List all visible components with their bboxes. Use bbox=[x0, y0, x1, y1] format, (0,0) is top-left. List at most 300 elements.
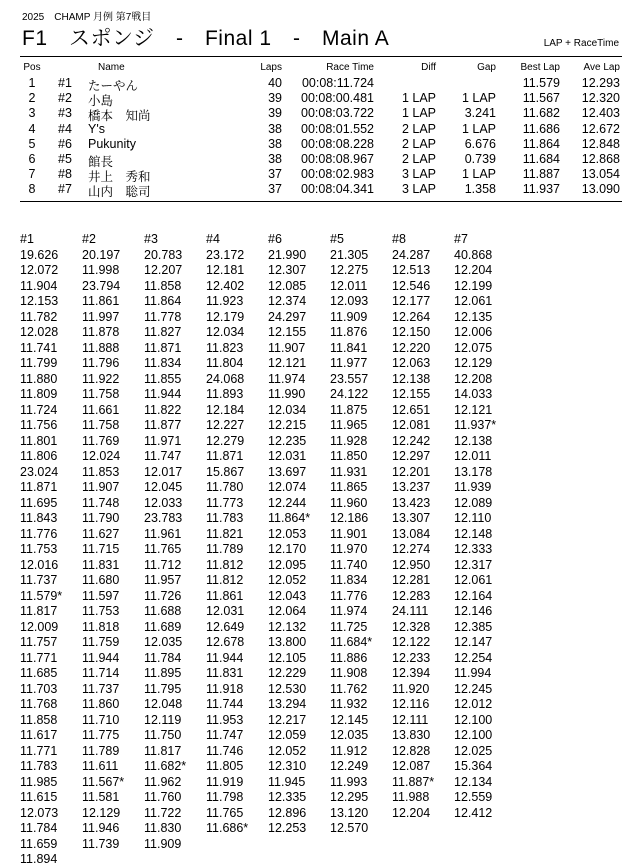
result-best: 11.579 bbox=[522, 76, 560, 90]
lap-time: 11.627 bbox=[82, 526, 120, 541]
lap-time: 11.784 bbox=[20, 821, 58, 835]
lap-time: 12.678 bbox=[206, 635, 245, 649]
lap-time: 11.841 bbox=[330, 340, 368, 355]
lap-time: 11.887* bbox=[392, 774, 435, 789]
lap-time: 11.753 bbox=[82, 604, 120, 618]
lap-time: 11.944 bbox=[144, 387, 182, 401]
lap-time: 12.244 bbox=[268, 495, 307, 510]
lap-time: 11.817 bbox=[20, 604, 58, 618]
result-diff: 1 LAP bbox=[401, 91, 436, 106]
lap-time: 11.688 bbox=[144, 604, 182, 618]
result-no: #1 bbox=[58, 76, 72, 90]
lap-time: 11.960 bbox=[330, 495, 368, 510]
result-row bbox=[0, 91, 639, 109]
lap-time: 12.006 bbox=[454, 325, 493, 339]
lap-time: 11.796 bbox=[82, 356, 120, 370]
lap-time: 12.119 bbox=[144, 712, 182, 727]
lap-time: 11.912 bbox=[330, 743, 368, 758]
result-no: #2 bbox=[58, 91, 72, 106]
lap-time: 12.093 bbox=[330, 294, 369, 308]
lap-time: 15.364 bbox=[454, 759, 493, 773]
result-name: 小島 bbox=[88, 94, 114, 109]
lap-time: 12.074 bbox=[268, 480, 307, 494]
lap-column bbox=[330, 232, 390, 837]
result-pos: 1 bbox=[28, 76, 36, 90]
lap-time: 24.297 bbox=[268, 309, 307, 324]
lap-time: 12.087 bbox=[392, 759, 431, 773]
lap-time: 11.783 bbox=[206, 511, 244, 525]
lap-time: 11.961 bbox=[144, 526, 182, 541]
lap-time: 12.283 bbox=[392, 588, 431, 603]
lap-time: 12.217 bbox=[268, 712, 307, 727]
lap-time: 12.048 bbox=[144, 697, 183, 711]
lap-column bbox=[206, 232, 266, 837]
col-diff-header: Diff bbox=[421, 62, 436, 73]
lap-time: 11.904 bbox=[20, 278, 58, 293]
lap-time: 11.974 bbox=[268, 371, 306, 386]
result-row bbox=[0, 122, 639, 137]
result-gap: 1.358 bbox=[464, 182, 496, 197]
lap-time: 12.374 bbox=[268, 294, 307, 308]
result-time: 00:08:08.228 bbox=[301, 136, 374, 151]
result-diff: 1 LAP bbox=[401, 106, 436, 121]
lap-time: 11.768 bbox=[20, 697, 58, 711]
lap-time: 12.570 bbox=[330, 821, 369, 835]
result-name: たーやん bbox=[88, 79, 139, 93]
lap-time: 11.821 bbox=[206, 526, 244, 541]
result-time: 00:08:00.481 bbox=[301, 91, 374, 106]
result-no: #6 bbox=[58, 136, 72, 151]
lap-time: 12.245 bbox=[454, 681, 493, 696]
lap-time: 23.172 bbox=[206, 247, 245, 262]
lap-time: 11.931 bbox=[330, 464, 368, 479]
result-pos: 3 bbox=[28, 106, 36, 121]
lap-time: 11.615 bbox=[20, 790, 58, 804]
lap-time: 12.034 bbox=[268, 402, 307, 417]
lap-time: 11.799 bbox=[20, 356, 58, 370]
result-laps: 37 bbox=[268, 182, 282, 197]
lap-time: 11.831 bbox=[206, 666, 244, 680]
lap-time: 12.035 bbox=[330, 728, 369, 742]
lap-time: 12.064 bbox=[268, 604, 307, 618]
col-best-header: Best Lap bbox=[520, 62, 560, 73]
lap-time: 11.831 bbox=[82, 557, 120, 572]
lap-time: 12.146 bbox=[454, 604, 493, 618]
result-pos: 5 bbox=[28, 136, 36, 151]
lap-time: 11.740 bbox=[330, 557, 368, 572]
result-laps: 39 bbox=[268, 91, 282, 106]
result-laps: 38 bbox=[268, 151, 282, 166]
lap-time: 12.385 bbox=[454, 619, 493, 634]
result-laps: 38 bbox=[268, 121, 282, 136]
lap-time: 12.043 bbox=[268, 588, 307, 603]
lap-column-header: #5 bbox=[330, 232, 344, 246]
lap-time: 11.864* bbox=[268, 511, 311, 525]
lap-time: 12.310 bbox=[268, 759, 307, 773]
lap-time: 11.858 bbox=[20, 712, 58, 727]
lap-time: 11.685 bbox=[20, 666, 58, 680]
lap-time: 11.888 bbox=[82, 340, 120, 355]
lap-time: 12.121 bbox=[268, 356, 307, 370]
lap-time: 11.909 bbox=[330, 309, 368, 324]
result-time: 00:08:02.983 bbox=[301, 167, 374, 182]
result-best: 11.887 bbox=[522, 167, 560, 182]
result-pos: 2 bbox=[28, 91, 36, 106]
lap-time: 11.932 bbox=[330, 697, 368, 711]
lap-time: 11.680 bbox=[82, 573, 120, 587]
lap-time: 12.249 bbox=[330, 759, 369, 773]
lap-time: 11.855 bbox=[144, 371, 182, 386]
col-time-header: Race Time bbox=[326, 62, 374, 73]
lap-time: 12.264 bbox=[392, 309, 431, 324]
lap-time: 24.287 bbox=[392, 247, 431, 262]
lap-time: 12.220 bbox=[392, 340, 431, 355]
lap-column bbox=[454, 232, 514, 821]
lap-time: 11.990 bbox=[268, 387, 306, 401]
lap-time: 11.871 bbox=[144, 340, 182, 355]
lap-time: 11.812 bbox=[206, 573, 244, 587]
lap-time: 11.801 bbox=[20, 433, 58, 448]
lap-time: 11.817 bbox=[144, 743, 182, 758]
lap-time: 11.985 bbox=[20, 774, 58, 789]
result-pos: 7 bbox=[28, 167, 36, 182]
lap-time: 11.737 bbox=[20, 573, 58, 587]
lap-time: 21.990 bbox=[268, 247, 307, 262]
lap-time: 11.659 bbox=[20, 836, 58, 851]
lap-time: 13.084 bbox=[392, 526, 431, 541]
lap-time: 11.789 bbox=[82, 743, 120, 758]
lap-time: 11.684* bbox=[330, 635, 373, 649]
lap-time: 12.394 bbox=[392, 666, 431, 680]
result-gap: 1 LAP bbox=[461, 91, 496, 106]
lap-time: 12.307 bbox=[268, 263, 307, 277]
result-diff: 2 LAP bbox=[401, 136, 436, 151]
lap-time: 12.100 bbox=[454, 728, 493, 742]
lap-time: 11.834 bbox=[330, 573, 368, 587]
lap-time: 12.513 bbox=[392, 263, 431, 277]
lap-time: 11.871 bbox=[20, 480, 58, 494]
lap-time: 13.830 bbox=[392, 728, 431, 742]
lap-time: 12.033 bbox=[144, 495, 183, 510]
lap-time: 12.011 bbox=[330, 278, 368, 293]
lap-time: 11.758 bbox=[82, 418, 120, 432]
lap-time: 12.059 bbox=[268, 728, 307, 742]
result-ave: 12.320 bbox=[581, 91, 620, 106]
col-pos-header: Pos bbox=[23, 62, 41, 73]
lap-time: 12.559 bbox=[454, 790, 493, 804]
lap-time: 11.971 bbox=[144, 433, 182, 448]
lap-time: 11.970 bbox=[330, 542, 368, 556]
col-name-header: Name bbox=[98, 62, 125, 73]
lap-time: 11.798 bbox=[206, 790, 244, 804]
lap-time: 11.908 bbox=[330, 666, 368, 680]
lap-time: 11.780 bbox=[206, 480, 244, 494]
lap-time: 11.875 bbox=[330, 402, 368, 417]
lap-time: 12.274 bbox=[392, 542, 431, 556]
lap-time: 11.686* bbox=[206, 821, 249, 835]
lap-time: 11.750 bbox=[144, 728, 182, 742]
lap-time: 12.828 bbox=[392, 743, 431, 758]
lap-time: 13.800 bbox=[268, 635, 307, 649]
result-diff: 3 LAP bbox=[401, 182, 436, 197]
lap-time: 12.145 bbox=[330, 712, 369, 727]
lap-time: 11.806 bbox=[20, 449, 58, 463]
lap-time: 12.204 bbox=[392, 805, 431, 820]
lap-time: 11.784 bbox=[144, 650, 182, 665]
lap-time: 11.812 bbox=[206, 557, 244, 572]
lap-time: 11.771 bbox=[20, 650, 58, 665]
lap-time: 12.134 bbox=[454, 774, 493, 789]
lap-time: 11.827 bbox=[144, 325, 182, 339]
lap-time: 12.297 bbox=[392, 449, 431, 463]
event-subtitle: 2025 CHAMP 月例 第7戦目 bbox=[22, 12, 152, 23]
lap-time: 11.748 bbox=[82, 495, 120, 510]
lap-time: 12.155 bbox=[392, 387, 431, 401]
lap-time: 12.061 bbox=[454, 573, 493, 587]
lap-time: 11.776 bbox=[330, 588, 368, 603]
lap-time: 12.153 bbox=[20, 294, 59, 308]
lap-time: 11.886 bbox=[330, 650, 368, 665]
lap-time: 11.783 bbox=[20, 759, 58, 773]
lap-time: 11.850 bbox=[330, 449, 368, 463]
result-ave: 12.403 bbox=[581, 106, 620, 121]
lap-time: 11.880 bbox=[20, 371, 58, 386]
lap-time: 11.853 bbox=[82, 464, 120, 479]
result-row bbox=[0, 152, 639, 167]
result-best: 11.682 bbox=[522, 106, 560, 121]
lap-time: 12.034 bbox=[206, 325, 245, 339]
lap-column bbox=[20, 232, 80, 868]
col-ave-header: Ave Lap bbox=[583, 62, 620, 73]
lap-time: 11.741 bbox=[20, 340, 58, 355]
lap-time: 11.739 bbox=[82, 836, 120, 851]
result-no: #3 bbox=[58, 106, 72, 121]
lap-time: 11.876 bbox=[330, 325, 368, 339]
lap-time: 11.937* bbox=[454, 418, 497, 432]
lap-time: 11.858 bbox=[144, 278, 182, 293]
lap-time: 11.877 bbox=[144, 418, 182, 432]
lap-time: 12.179 bbox=[206, 309, 245, 324]
lap-time: 12.073 bbox=[20, 805, 59, 820]
lap-time: 11.809 bbox=[20, 387, 58, 401]
lap-time: 12.207 bbox=[144, 263, 183, 277]
result-best: 11.684 bbox=[522, 151, 560, 166]
lap-time: 12.333 bbox=[454, 542, 493, 556]
lap-time: 11.939 bbox=[454, 480, 492, 494]
lap-time: 11.860 bbox=[82, 697, 120, 711]
lap-time: 12.412 bbox=[454, 805, 493, 820]
result-time: 00:08:01.552 bbox=[301, 121, 374, 136]
lap-time: 11.765 bbox=[144, 542, 182, 556]
result-row bbox=[0, 182, 639, 200]
col-gap-header: Gap bbox=[477, 62, 496, 73]
lap-time: 11.893 bbox=[206, 387, 244, 401]
lap-time: 12.199 bbox=[454, 278, 493, 293]
lap-time: 11.907 bbox=[268, 340, 306, 355]
lap-time: 11.579* bbox=[20, 588, 63, 603]
lap-time: 11.661 bbox=[82, 402, 120, 417]
lap-time: 11.861 bbox=[82, 294, 120, 308]
lap-time: 12.053 bbox=[268, 526, 307, 541]
lap-time: 21.305 bbox=[330, 247, 369, 262]
lap-time: 12.328 bbox=[392, 619, 431, 634]
lap-time: 11.689 bbox=[144, 619, 182, 634]
lap-time: 11.790 bbox=[82, 511, 120, 525]
lap-time: 12.184 bbox=[206, 402, 245, 417]
lap-time: 11.865 bbox=[330, 480, 368, 494]
lap-time: 11.782 bbox=[20, 309, 58, 324]
lap-time: 11.994 bbox=[454, 666, 492, 680]
result-gap: 1 LAP bbox=[461, 167, 496, 182]
lap-time: 11.823 bbox=[206, 340, 244, 355]
lap-time: 14.033 bbox=[454, 387, 493, 401]
lap-time: 12.147 bbox=[454, 635, 493, 649]
results-header-row bbox=[0, 62, 639, 76]
lap-time: 12.052 bbox=[268, 573, 307, 587]
lap-time: 12.335 bbox=[268, 790, 307, 804]
result-best: 11.567 bbox=[522, 91, 560, 106]
lap-column-header: #4 bbox=[206, 232, 220, 246]
result-pos: 4 bbox=[28, 121, 36, 136]
lap-time: 12.031 bbox=[206, 604, 245, 618]
result-no: #8 bbox=[58, 167, 72, 182]
lap-time: 11.611 bbox=[82, 759, 119, 773]
lap-column-header: #8 bbox=[392, 232, 406, 246]
lap-time: 12.045 bbox=[144, 480, 183, 494]
lap-time: 12.233 bbox=[392, 650, 431, 665]
lap-time: 12.254 bbox=[454, 650, 493, 665]
lap-time: 13.697 bbox=[268, 464, 307, 479]
lap-time: 12.135 bbox=[454, 309, 493, 324]
lap-time: 11.965 bbox=[330, 418, 368, 432]
lap-time: 13.178 bbox=[454, 464, 493, 479]
lap-time: 12.138 bbox=[454, 433, 493, 448]
result-best: 11.686 bbox=[522, 121, 560, 136]
lap-time: 11.894 bbox=[20, 852, 58, 866]
lap-time: 12.155 bbox=[268, 325, 307, 339]
lap-time: 23.557 bbox=[330, 371, 369, 386]
lap-time: 12.204 bbox=[454, 263, 493, 277]
lap-time: 20.197 bbox=[82, 247, 121, 262]
lap-time: 12.896 bbox=[268, 805, 307, 820]
result-ave: 12.868 bbox=[581, 151, 620, 166]
lap-time: 11.747 bbox=[206, 728, 244, 742]
lap-time: 12.235 bbox=[268, 433, 307, 448]
lap-time: 12.116 bbox=[392, 697, 430, 711]
result-best: 11.937 bbox=[522, 182, 560, 197]
lap-time: 11.918 bbox=[206, 681, 244, 696]
result-row bbox=[0, 167, 639, 185]
lap-time: 12.402 bbox=[206, 278, 245, 293]
result-gap: 6.676 bbox=[464, 136, 496, 151]
lap-time: 11.617 bbox=[20, 728, 58, 742]
result-ave: 13.054 bbox=[581, 167, 620, 182]
lap-time: 11.974 bbox=[330, 604, 368, 618]
lap-column-header: #7 bbox=[454, 232, 468, 246]
result-name: 橋本 知尚 bbox=[88, 109, 151, 124]
result-name: 館長 bbox=[88, 154, 114, 169]
lap-time: 11.597 bbox=[82, 588, 120, 603]
lap-time: 11.901 bbox=[330, 526, 368, 541]
lap-time: 12.031 bbox=[268, 449, 307, 463]
result-laps: 39 bbox=[268, 106, 282, 121]
result-diff: 2 LAP bbox=[401, 151, 436, 166]
lap-time: 12.016 bbox=[20, 557, 59, 572]
lap-time: 11.762 bbox=[330, 681, 368, 696]
lap-time: 23.794 bbox=[82, 278, 121, 293]
result-name: 井上 秀和 bbox=[88, 170, 151, 185]
result-gap: 3.241 bbox=[464, 106, 496, 121]
lap-time: 12.317 bbox=[454, 557, 493, 572]
lap-time: 12.017 bbox=[144, 464, 183, 479]
lap-time: 15.867 bbox=[206, 464, 245, 479]
results-divider bbox=[20, 201, 622, 202]
lap-column-header: #6 bbox=[268, 232, 282, 246]
lap-time: 13.237 bbox=[392, 480, 431, 494]
lap-time: 11.977 bbox=[330, 356, 368, 370]
lap-time: 11.993 bbox=[330, 774, 368, 789]
lap-time: 12.215 bbox=[268, 418, 307, 432]
lap-time: 12.129 bbox=[454, 356, 493, 370]
lap-time: 12.110 bbox=[454, 511, 492, 525]
lap-time: 11.795 bbox=[144, 681, 182, 696]
lap-time: 11.737 bbox=[82, 681, 120, 696]
result-gap: 0.739 bbox=[464, 151, 496, 166]
lap-column-header: #1 bbox=[20, 232, 34, 246]
lap-time: 12.170 bbox=[268, 542, 307, 556]
lap-time: 11.758 bbox=[82, 387, 120, 401]
lap-time: 11.715 bbox=[82, 542, 120, 556]
lap-time: 11.928 bbox=[330, 433, 368, 448]
result-ave: 12.672 bbox=[581, 121, 620, 136]
lap-column-header: #2 bbox=[82, 232, 96, 246]
result-name: 山内 聡司 bbox=[88, 185, 151, 200]
lap-time: 12.025 bbox=[454, 743, 493, 758]
lap-time: 11.778 bbox=[144, 309, 182, 324]
lap-time: 11.909 bbox=[144, 836, 182, 851]
lap-time: 12.052 bbox=[268, 743, 307, 758]
lap-time: 11.864 bbox=[144, 294, 182, 308]
lap-time: 12.186 bbox=[330, 511, 369, 525]
lap-time: 23.024 bbox=[20, 464, 59, 479]
lap-time: 11.861 bbox=[206, 588, 244, 603]
lap-time: 11.776 bbox=[20, 526, 58, 541]
lap-time: 12.281 bbox=[392, 573, 431, 587]
lap-time: 12.242 bbox=[392, 433, 431, 448]
lap-time: 12.229 bbox=[268, 666, 307, 680]
lap-time: 12.122 bbox=[392, 635, 431, 649]
lap-time: 11.744 bbox=[206, 697, 244, 711]
lap-time: 12.063 bbox=[392, 356, 431, 370]
lap-time: 11.878 bbox=[82, 325, 120, 339]
lap-time: 12.011 bbox=[454, 449, 492, 463]
lap-time: 11.714 bbox=[82, 666, 120, 680]
race-title: F1 スポンジ - Final 1 - Main A bbox=[22, 27, 390, 50]
lap-time: 11.724 bbox=[20, 402, 58, 417]
result-time: 00:08:08.967 bbox=[301, 151, 374, 166]
lap-time: 12.279 bbox=[206, 433, 245, 448]
lap-time: 12.227 bbox=[206, 418, 245, 432]
lap-time: 11.919 bbox=[206, 774, 244, 789]
lap-time: 11.769 bbox=[82, 433, 120, 448]
lap-time: 12.028 bbox=[20, 325, 59, 339]
lap-time: 12.111 bbox=[392, 712, 429, 727]
lap-time: 11.722 bbox=[144, 805, 182, 820]
result-pos: 6 bbox=[28, 151, 36, 166]
lap-time: 11.843 bbox=[20, 511, 58, 525]
header-divider bbox=[20, 56, 622, 57]
lap-time: 11.703 bbox=[20, 681, 58, 696]
